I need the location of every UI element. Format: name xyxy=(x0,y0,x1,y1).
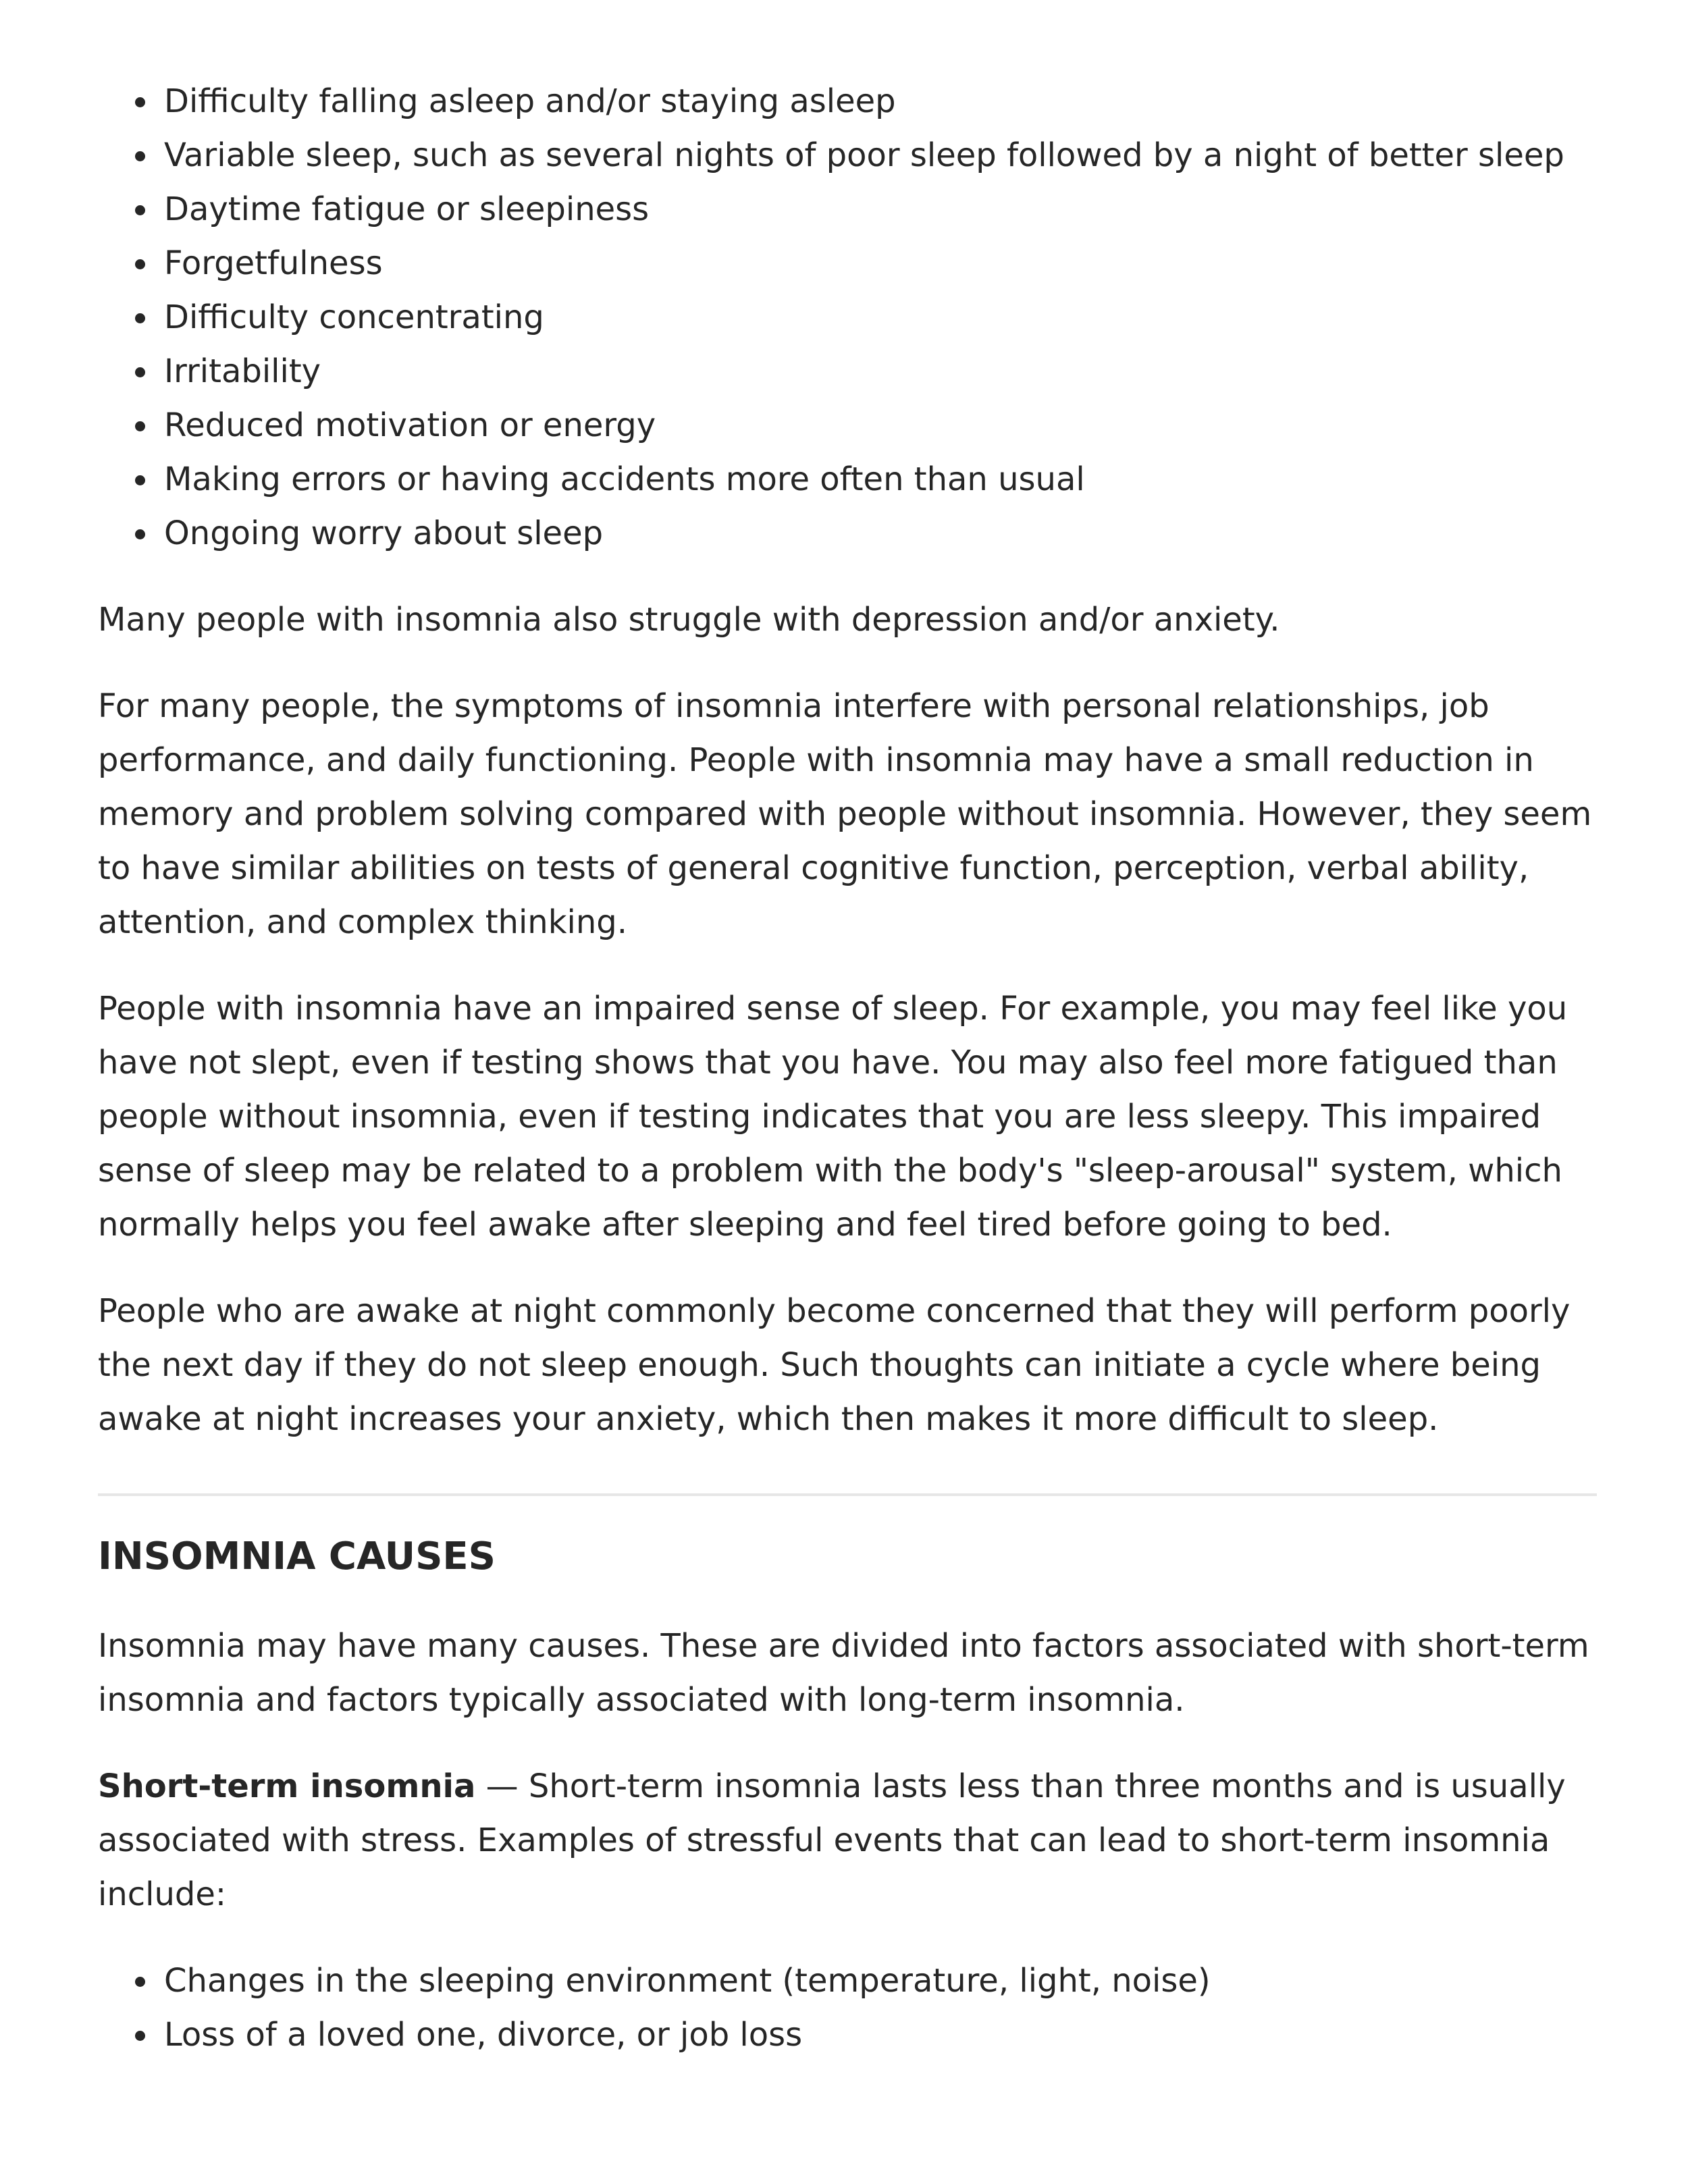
list-item: Loss of a loved one, divorce, or job loss xyxy=(98,2008,1597,2062)
bullet-icon xyxy=(135,529,145,539)
list-item: Variable sleep, such as several nights of poor sleep followed by a night of better sleep xyxy=(98,128,1597,182)
depression-paragraph: Many people with insomnia also struggle with depression and/or anxiety. xyxy=(98,601,1280,639)
bullet-icon xyxy=(135,97,145,107)
relationships-paragraph: For many people, the symptoms of insomnia interfere with personal relationships, job performance, and daily functioning. People with insomnia may have a small reduction in memory and problem solving compared with people without insomnia. However, they seem to have similar abilities on tests of general cognitive function, perception, verbal ability, attention, and complex thinking. xyxy=(98,687,1592,941)
list-item: Reduced motivation or energy xyxy=(98,398,1597,452)
symptoms-list xyxy=(98,74,1597,560)
short-term-label: Short-term insomnia xyxy=(98,1767,476,1805)
section-divider xyxy=(98,1493,1597,1496)
short-term-paragraph xyxy=(98,1759,1597,1921)
bullet-icon xyxy=(135,259,145,269)
bullet-icon xyxy=(135,205,145,215)
bullet-icon xyxy=(135,421,145,431)
section-heading: INSOMNIA CAUSES xyxy=(98,1535,496,1578)
bullet-icon xyxy=(135,367,145,377)
list-item: Daytime fatigue or sleepiness xyxy=(98,182,1597,236)
bullet-icon xyxy=(135,313,145,323)
bullet-icon xyxy=(135,1977,145,1987)
awake-at-night-paragraph: People who are awake at night commonly become concerned that they will perform poorly the next day if they do not sleep enough. Such thoughts can initiate a cycle where being awake at night increases your anxiety, which then makes it more difficult to sleep. xyxy=(98,1292,1571,1438)
short-term-text: — Short-term insomnia lasts less than three months and is usually associated with stress. Examples of stressful events that can lead to short-term insomnia include: xyxy=(98,1767,1566,1913)
list-item: Difficulty concentrating xyxy=(98,290,1597,344)
article-body xyxy=(98,74,1597,2062)
list-item: Changes in the sleeping environment (temperature, light, noise) xyxy=(98,1954,1597,2008)
causes-intro-paragraph: Insomnia may have many causes. These are divided into factors associated with short-term insomnia and factors typically associated with long-term insomnia. xyxy=(98,1627,1589,1719)
list-item: Forgetfulness xyxy=(98,236,1597,290)
list-item: Difficulty falling asleep and/or staying asleep xyxy=(98,74,1597,128)
bullet-icon xyxy=(135,475,145,485)
impaired-sense-paragraph: People with insomnia have an impaired sense of sleep. For example, you may feel like you have not slept, even if testing shows that you have. You may also feel more fatigued than people without insomnia, even if testing indicates that you are less sleepy. This impaired sense of sleep may be related to a problem with the body's "sleep-arousal" system, which normally helps you feel awake after sleeping and feel tired before going to bed. xyxy=(98,990,1568,1244)
short-term-list xyxy=(98,1954,1597,2062)
list-item: Ongoing worry about sleep xyxy=(98,506,1597,560)
list-item: Making errors or having accidents more often than usual xyxy=(98,452,1597,506)
bullet-icon xyxy=(135,2031,145,2041)
bullet-icon xyxy=(135,151,145,161)
list-item: Irritability xyxy=(98,344,1597,398)
